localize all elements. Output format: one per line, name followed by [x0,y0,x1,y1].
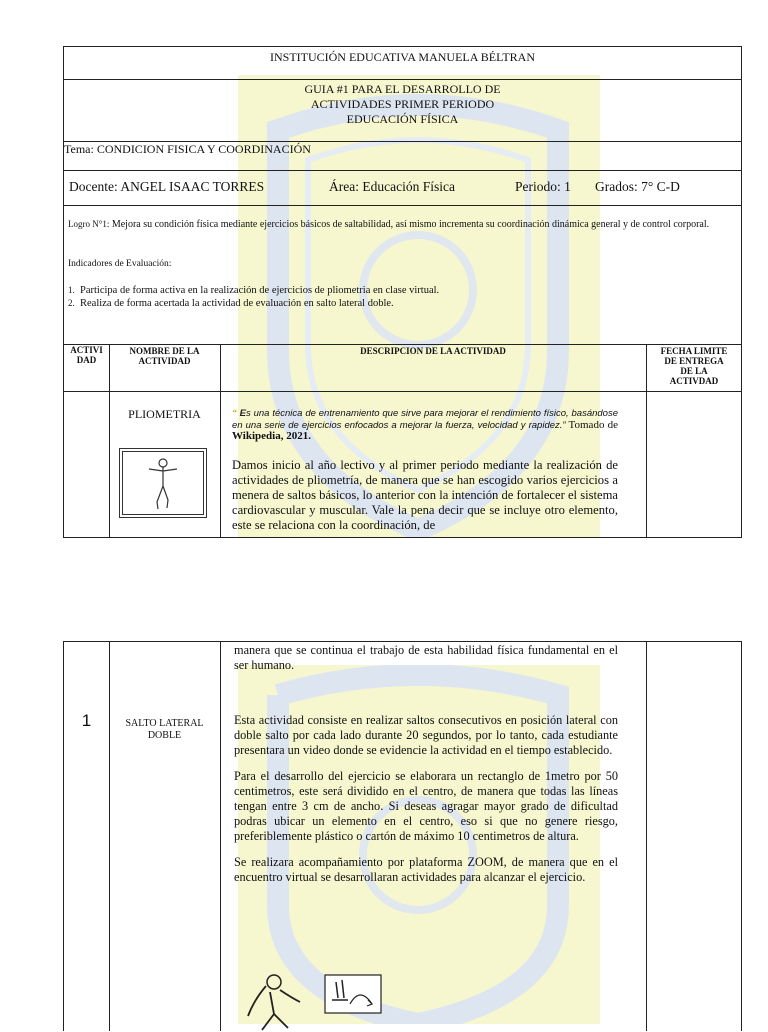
indicadores-label: Indicadores de Evaluación: [68,259,172,269]
info-row [64,171,741,206]
salto-paragraph-2: Para el desarrollo del ejercicio se elaborara un rectanglo de 1metro por 50 centimetros, este será dividido en el centro, de manera que todas las líneas tengan entre 3 cm de ancho. Si deseas agragar mayor grado de dificultad podras ubicar un elemento en el centro, eso si que no genere riesgo, preferiblemente plástico o cartón de máximo 10 centimetros de altura. [234,769,618,843]
guide-title-line-3: EDUCACIÓN FÍSICA [346,112,459,126]
docente: Docente: ANGEL ISAAC TORRES [69,179,265,194]
salto-description [234,643,618,896]
pliometria-image [119,448,207,518]
header-fecha: FECHA LIMITE DE ENTREGA DE LA ACTIVDAD [660,346,728,386]
guide-title-line-1: GUIA #1 PARA EL DESARROLLO DE [304,82,501,96]
column-header-row [64,345,741,392]
indicador-1-num: 1. [68,285,75,295]
pliometria-paragraph: Damos inicio al año lectivo y al primer periodo mediante la realización de actividades de pliometría, de manera que se han escogido varios ejercicios a menera de saltos básicos, lo anterior con la intención de fortalecer el sistema cardiovascular y muscular. Vale la pena decir que se incluye otro elemento, este se relaciona con la coordinación, de [232,457,618,533]
lateral-jump-diagram-icon [324,974,382,1014]
header-table [63,46,742,538]
logro-row [64,206,741,345]
guide-title-line-2: ACTIVIDADES PRIMER PERIODO [310,97,495,111]
indicador-2-text: Realiza de forma acertada la actividad de evaluación en salto lateral doble. [80,298,394,309]
salto-paragraph-3: Se realizara acompañamiento por plataforma ZOOM, de manera que en el encuentro virtual se desarrollaran actividades para alcanzar el ejercicio. [234,855,618,884]
institution-name: INSTITUCIÓN EDUCATIVA MANUELA BÉLTRAN [269,50,535,64]
logro-prefix: Logro N°1: [68,219,110,229]
activity-name-pliometria: PLIOMETRIA [128,407,201,421]
tema-row [64,142,741,171]
grados: Grados: 7° C-D [595,179,680,194]
indicador-1-text: Participa de forma activa en la realización de ejercicios de pliometria en clase virtual. [80,285,440,296]
periodo: Periodo: 1 [515,179,571,194]
logro-text: Mejora su condición física mediante ejercicios básicos de saltabilidad, así mismo incrementa su coordinación dinámica general y de control corporal. [109,219,710,230]
pliometria-description [232,408,618,545]
activity-number: 1 [81,711,92,730]
activity-row-pliometria [64,392,741,538]
pliometria-quote: “ Es una técnica de entrenamiento que sirve para mejorar el rendimiento físico, basándose en una serie de ejercicios enfocados a mejorar la fuerza, velocidad y rapidez.” Tomado de Wikipedia, 2021. [232,408,619,442]
guide-title-row [64,80,741,142]
activity-table-continued [63,641,742,1031]
indicador-1 [68,284,439,297]
tema-text: Tema: CONDICION FISICA Y COORDINACIÓN [64,142,311,156]
runner-illustration-icon [244,972,304,1032]
area: Área: Educación Física [329,179,455,194]
continuation-paragraph: manera que se continua el trabajo de esta habilidad física fundamental en el ser humano. [234,643,618,672]
header-nombre: NOMBRE DE LA ACTIVIDAD [129,346,200,366]
logro-paragraph [68,218,736,231]
indicador-2-num: 2. [68,298,75,308]
institution-row [64,47,741,80]
activity-name-salto: SALTO LATERAL DOBLE [125,718,204,741]
header-actividad: ACTIVI DAD [70,345,103,365]
salto-paragraph-1: Esta actividad consiste en realizar saltos consecutivos en posición lateral con doble salto por cada lado durante 20 segundos, por lo tanto, cada estudiante presentara un video donde se evidencie la actividad en el tiempo establecido. [234,713,618,757]
header-descripcion: DESCRIPCION DE LA ACTIVIDAD [360,346,506,356]
jumping-figure-icon [123,452,203,514]
indicador-2 [68,297,394,310]
